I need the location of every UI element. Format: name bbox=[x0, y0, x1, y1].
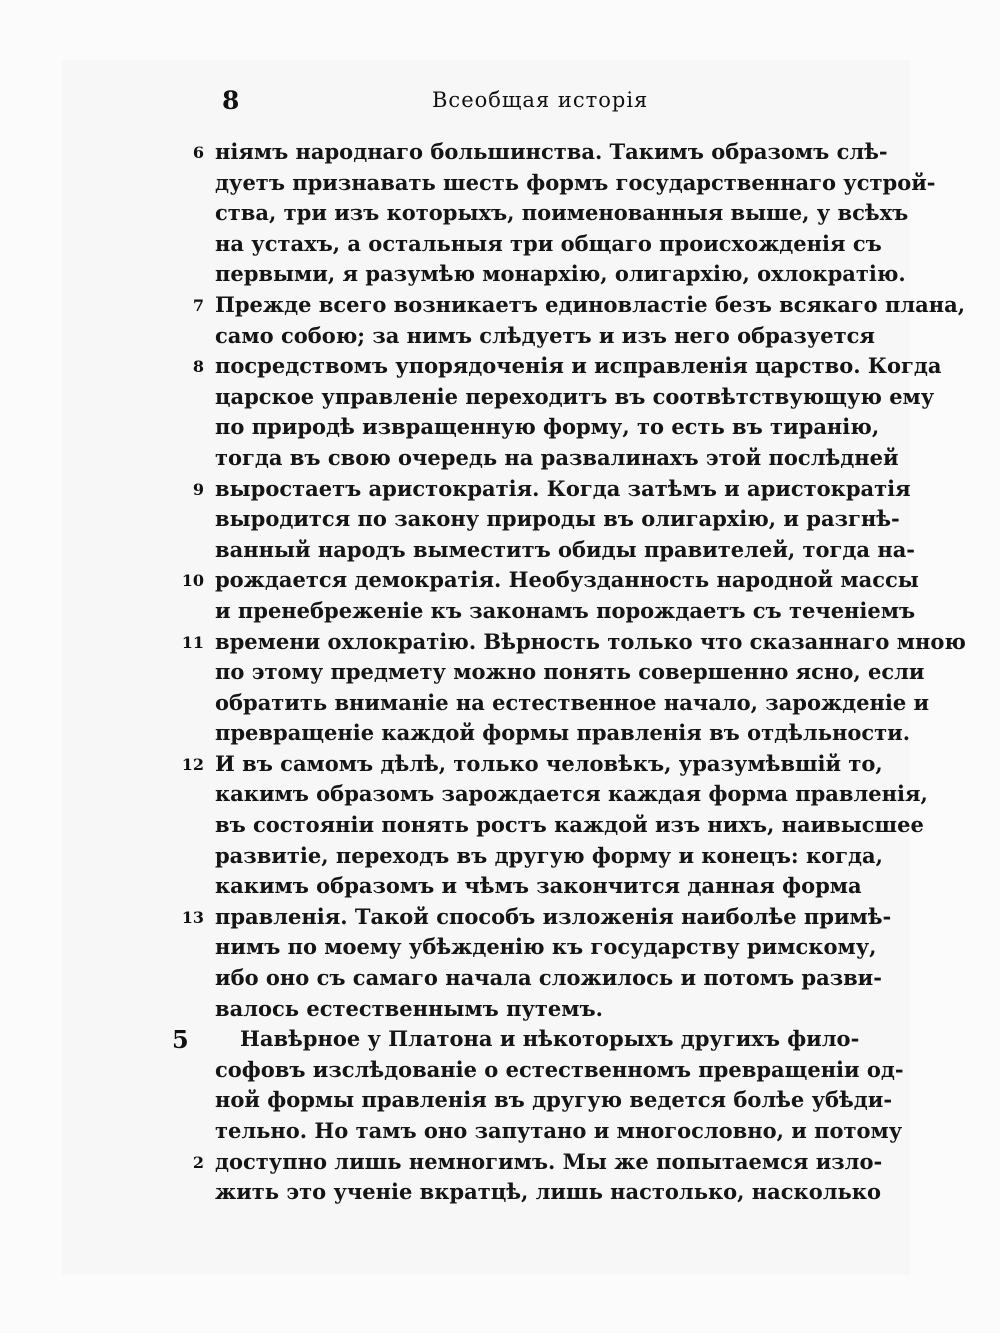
text-line bbox=[0, 963, 1000, 994]
line-text: рождается демократія. Необузданность народной массы bbox=[215, 567, 919, 593]
line-number: 13 bbox=[181, 907, 204, 927]
line-number: 11 bbox=[181, 632, 204, 652]
text-line bbox=[0, 1147, 1000, 1178]
text-line bbox=[0, 779, 1000, 810]
text-line bbox=[0, 137, 1000, 168]
text-line bbox=[0, 596, 1000, 627]
running-title: Всеобщая исторія bbox=[432, 88, 649, 112]
text-line bbox=[0, 657, 1000, 688]
text-line bbox=[0, 168, 1000, 199]
line-text: валось естественнымъ путемъ. bbox=[215, 995, 603, 1021]
line-text: ства, три изъ которыхъ, поименованныя выше, у всѣхъ bbox=[215, 200, 909, 226]
text-line bbox=[0, 382, 1000, 413]
page-header bbox=[0, 86, 1000, 122]
line-text: какимъ образомъ и чѣмъ закончится данная форма bbox=[215, 873, 862, 899]
line-text: тогда въ свою очередь на развалинахъ этой послѣдней bbox=[215, 444, 899, 470]
text-line bbox=[0, 718, 1000, 749]
line-text: по этому предмету можно понять совершенно ясно, если bbox=[215, 659, 925, 685]
line-number: 2 bbox=[192, 1152, 204, 1172]
text-line bbox=[0, 1177, 1000, 1208]
line-text: нимъ по моему убѣжденію къ государству римскому, bbox=[215, 934, 877, 960]
text-line bbox=[0, 321, 1000, 352]
line-text: превращеніе каждой формы правленія въ отдѣльности. bbox=[215, 720, 911, 746]
line-text: посредствомъ упорядоченія и исправленія царство. Когда bbox=[215, 353, 942, 379]
text-line bbox=[0, 565, 1000, 596]
text-line bbox=[0, 198, 1000, 229]
line-text: развитіе, переходъ въ другую форму и конецъ: когда, bbox=[215, 842, 883, 868]
line-text: на устахъ, а остальныя три общаго происхожденія съ bbox=[215, 230, 882, 256]
text-line bbox=[0, 627, 1000, 658]
text-line bbox=[0, 871, 1000, 902]
text-line bbox=[0, 841, 1000, 872]
text-line bbox=[0, 688, 1000, 719]
line-text: И въ самомъ дѣлѣ, только человѣкъ, уразумѣвшій то, bbox=[215, 750, 883, 776]
line-number: 8 bbox=[192, 357, 204, 377]
line-number: 9 bbox=[192, 479, 204, 499]
text-line bbox=[0, 259, 1000, 290]
line-number: 10 bbox=[181, 571, 204, 591]
text-line bbox=[0, 932, 1000, 963]
line-text: ибо оно съ самаго начала сложилось и потомъ разви- bbox=[215, 965, 882, 991]
section-number: 5 bbox=[172, 1025, 189, 1055]
line-text: царское управленіе переходитъ въ соотвѣтствующую ему bbox=[215, 383, 935, 409]
text-line bbox=[0, 351, 1000, 382]
line-number: 7 bbox=[192, 295, 204, 315]
text-line bbox=[0, 1085, 1000, 1116]
line-text: какимъ образомъ зарождается каждая форма правленія, bbox=[215, 781, 928, 807]
line-text: обратить вниманіе на естественное начало, зарожденіе и bbox=[215, 689, 930, 715]
text-line bbox=[0, 474, 1000, 505]
body-text bbox=[0, 137, 1000, 1208]
line-text: ной формы правленія въ другую ведется болѣе убѣди- bbox=[215, 1087, 893, 1113]
text-line bbox=[0, 229, 1000, 260]
line-text: правленія. Такой способъ изложенія наиболѣе примѣ- bbox=[215, 903, 892, 929]
text-line bbox=[0, 504, 1000, 535]
line-text: доступно лишь немногимъ. Мы же попытаемся изло- bbox=[215, 1148, 883, 1174]
text-line bbox=[0, 1055, 1000, 1086]
line-text: Навѣрное у Платона и нѣкоторыхъ другихъ фило- bbox=[240, 1026, 860, 1052]
line-text: выродится по закону природы въ олигархію, и разгнѣ- bbox=[215, 506, 900, 532]
line-number: 6 bbox=[192, 143, 204, 162]
line-text: въ состояніи понять ростъ каждой изъ нихъ, наивысшее bbox=[215, 812, 924, 838]
text-line bbox=[0, 412, 1000, 443]
line-text: тельно. Но тамъ оно запутано и многословно, и потому bbox=[215, 1118, 903, 1143]
line-text: софовъ изслѣдованіе о естественномъ превращеніи од- bbox=[215, 1056, 904, 1082]
text-line bbox=[0, 749, 1000, 780]
text-line bbox=[0, 535, 1000, 566]
line-text: дуетъ признавать шесть формъ государственнаго устрой- bbox=[215, 169, 936, 195]
line-text: ніямъ народнаго большинства. Такимъ образомъ слѣ- bbox=[215, 139, 888, 164]
text-line bbox=[0, 443, 1000, 474]
line-text: ванный народъ выместитъ обиды правителей, тогда на- bbox=[215, 536, 916, 562]
text-line bbox=[0, 902, 1000, 933]
line-text: и пренебреженіе къ законамъ порождаетъ съ теченіемъ bbox=[215, 597, 916, 623]
text-line bbox=[0, 810, 1000, 841]
line-number: 12 bbox=[181, 754, 204, 774]
line-text: само собою; за нимъ слѣдуетъ и изъ него образуется bbox=[215, 322, 875, 348]
line-text: выростаетъ аристократія. Когда затѣмъ и аристократія bbox=[215, 475, 911, 501]
line-text: первыми, я разумѣю монархію, олигархію, охлократію. bbox=[215, 261, 906, 287]
text-line bbox=[0, 290, 1000, 321]
text-line bbox=[0, 1024, 1000, 1055]
line-text: жить это ученіе вкратцѣ, лишь настолько, насколько bbox=[215, 1179, 881, 1205]
page-number: 8 bbox=[222, 86, 240, 115]
line-text: по природѣ извращенную форму, то есть въ тиранію, bbox=[215, 414, 880, 440]
line-text: Прежде всего возникаетъ единовластіе безъ всякаго плана, bbox=[215, 291, 966, 317]
text-line bbox=[0, 994, 1000, 1025]
text-line bbox=[0, 1116, 1000, 1147]
line-text: времени охлократію. Вѣрность только что сказаннаго мною bbox=[215, 628, 966, 654]
